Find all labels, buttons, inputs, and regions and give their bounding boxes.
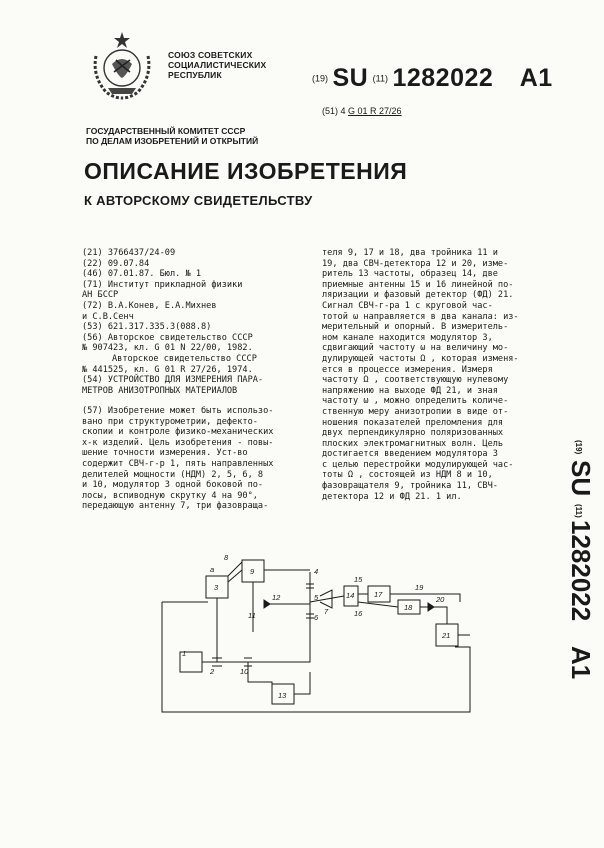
label-4: 4 bbox=[314, 567, 319, 576]
country-line: СОЮЗ СОВЕТСКИХ bbox=[168, 50, 253, 60]
abstract-line: ственную меру анизотропии в виде от- bbox=[322, 406, 509, 417]
biblio-line: (54) УСТРОЙСТВО ДЛЯ ИЗМЕРЕНИЯ ПАРА- bbox=[82, 375, 264, 386]
stamp-code-19: (19) bbox=[574, 440, 583, 455]
patent-number: 1282022 bbox=[392, 64, 494, 92]
label-1: 1 bbox=[182, 649, 187, 658]
abstract-line: теля 9, 17 и 18, два тройника 11 и bbox=[322, 248, 498, 258]
biblio-line: (71) Институт прикладной физики bbox=[82, 279, 243, 290]
ipc-code: (51) 4 bbox=[322, 106, 346, 116]
abstract-line: тоты Ω , состоящей из НДМ 8 и 10, bbox=[322, 470, 493, 481]
abstract-line: ется в процессе измерения. Измеря bbox=[322, 364, 493, 375]
abstract-line: с целью перестройки модулирующей час- bbox=[322, 459, 514, 470]
biblio-line: МЕТРОВ АНИЗОТРОПНЫХ МАТЕРИАЛОВ bbox=[82, 385, 238, 396]
biblio-line: (72) В.А.Конев, Е.А.Михнев bbox=[82, 300, 217, 311]
biblio-line: АН БССР bbox=[82, 290, 119, 301]
biblio-line: (53) 621.317.335.3(088.8) bbox=[82, 322, 212, 333]
label-3: 3 bbox=[214, 583, 219, 592]
abstract-line: тотой ω направляется в два канала: из- bbox=[322, 311, 519, 322]
code-19: (19) bbox=[312, 73, 329, 84]
bibliographic-data bbox=[82, 248, 320, 396]
stamp-kind: A1 bbox=[566, 646, 596, 680]
abstract-line: ном канале находится модулятор 3, bbox=[322, 332, 493, 343]
committee-line: ГОСУДАРСТВЕННЫЙ КОМИТЕТ СССР bbox=[86, 126, 246, 136]
label-15: 15 bbox=[354, 575, 363, 584]
label-16: 16 bbox=[354, 609, 363, 618]
patent-number-line bbox=[312, 64, 553, 93]
country-line: РЕСПУБЛИК bbox=[168, 70, 222, 80]
label-2: 2 bbox=[210, 667, 215, 676]
label-14: 14 bbox=[346, 591, 355, 600]
page-subtitle: К АВТОРСКОМУ СВИДЕТЕЛЬСТВУ bbox=[84, 193, 313, 208]
biblio-line: Авторское свидетельство СССР bbox=[112, 353, 257, 364]
circuit-diagram bbox=[160, 552, 480, 722]
label-6: 6 bbox=[314, 613, 319, 622]
label-18: 18 bbox=[404, 603, 413, 612]
biblio-line: № 441525, кл. G 01 R 27/26, 1974. bbox=[82, 364, 253, 375]
label-10: 10 bbox=[240, 667, 249, 676]
abstract-line: ношения показателей преломления для bbox=[322, 417, 504, 428]
ipc-classification bbox=[322, 106, 402, 116]
committee-name bbox=[86, 126, 258, 146]
biblio-line: (46) 07.01.87. Бюл. № 1 bbox=[82, 269, 201, 280]
abstract-right-column bbox=[322, 248, 552, 502]
committee-line: ПО ДЕЛАМ ИЗОБРЕТЕНИЙ И ОТКРЫТИЙ bbox=[86, 136, 259, 146]
abstract-line: напряжению на выходе ФД 21, и зная bbox=[322, 385, 498, 396]
abstract-line: шение точности измерения. Уст-во bbox=[82, 448, 248, 459]
biblio-line: № 907423, кл. G 01 N 22/00, 1982. bbox=[82, 343, 253, 354]
abstract-line: достигается введением модулятора 3 bbox=[322, 449, 498, 460]
abstract-left-column bbox=[82, 406, 322, 512]
stamp-number: 1282022 bbox=[566, 520, 596, 622]
abstract-line: плоских электромагнитных волн. Цель bbox=[322, 438, 504, 449]
abstract-line: дулирующей частоты Ω , которая изменя- bbox=[322, 353, 519, 364]
abstract-line: приемные антенны 15 и 16 линейной по- bbox=[322, 279, 514, 290]
abstract-line: содержит СВЧ-г-р 1, пять направленных bbox=[82, 458, 274, 469]
biblio-line: (21) 3766437/24-09 bbox=[82, 248, 176, 258]
vertical-patent-stamp bbox=[548, 440, 596, 700]
label-7: 7 bbox=[324, 607, 329, 616]
patent-kind: A1 bbox=[519, 64, 553, 92]
label-11: 11 bbox=[248, 611, 256, 620]
abstract-line: детектора 12 и ФД 21. 1 ил. bbox=[322, 491, 462, 502]
abstract-line: двух перпендикулярно поляризованных bbox=[322, 428, 504, 439]
stamp-country-code: SU bbox=[566, 460, 596, 497]
abstract-line: сдвигающий частоту ω на величину мо- bbox=[322, 343, 509, 354]
abstract-line: лосы, вспиводную скрутку 4 на 90°, bbox=[82, 490, 258, 501]
abstract-line: вано при структурометрии, дефекто- bbox=[82, 416, 258, 427]
label-13: 13 bbox=[278, 691, 287, 700]
code-11: (11) bbox=[372, 73, 388, 84]
abstract-line: и 10, модулятор 3 одной боковой по- bbox=[82, 480, 264, 491]
stamp-code-11: (11) bbox=[574, 504, 583, 518]
biblio-line: и С.В.Сенч bbox=[82, 311, 134, 322]
diagram-labels bbox=[182, 553, 450, 700]
ussr-emblem-icon bbox=[86, 26, 158, 104]
abstract-line: частоту Ω , соответствующую нулевому bbox=[322, 375, 509, 386]
abstract-line: 19, два СВЧ-детектора 12 и 20, изме- bbox=[322, 258, 509, 269]
label-17: 17 bbox=[374, 590, 383, 599]
abstract-line: ляризации и фазовый детектор (ФД) 21. bbox=[322, 290, 514, 301]
abstract-line: мерительный и опорный. В измеритель- bbox=[322, 322, 509, 333]
abstract-line: фазовращателя 9, тройника 11, СВЧ- bbox=[322, 481, 498, 492]
label-a: a bbox=[210, 565, 215, 574]
label-12: 12 bbox=[272, 593, 281, 602]
label-5: 5 bbox=[314, 593, 319, 602]
page-title: ОПИСАНИЕ ИЗОБРЕТЕНИЯ bbox=[84, 158, 408, 184]
abstract-line: х-к изделий. Цель изобретения - повы- bbox=[82, 437, 274, 448]
abstract-line: делителей мощности (НДМ) 2, 5, 6, 8 bbox=[82, 469, 264, 480]
label-9: 9 bbox=[250, 567, 255, 576]
abstract-line: передающую антенну 7, три фазовраща- bbox=[82, 501, 269, 512]
biblio-line: (56) Авторское свидетельство СССР bbox=[82, 332, 253, 343]
label-19: 19 bbox=[415, 583, 424, 592]
abstract-line: частоту ω , можно определить количе- bbox=[322, 396, 509, 407]
ipc-value: G 01 R 27/26 bbox=[348, 106, 402, 116]
label-20: 20 bbox=[436, 595, 445, 604]
country-name bbox=[168, 50, 266, 80]
abstract-line: Сигнал СВЧ-г-ра 1 с круговой час- bbox=[322, 300, 493, 311]
abstract-line: скопии и контроле физико-механических bbox=[82, 427, 274, 438]
country-code: SU bbox=[332, 64, 369, 92]
country-line: СОЦИАЛИСТИЧЕСКИХ bbox=[168, 60, 267, 70]
label-21: 21 bbox=[442, 631, 451, 640]
abstract-line: ритель 13 частоты, образец 14, две bbox=[322, 269, 498, 280]
label-8: 8 bbox=[224, 553, 229, 562]
abstract-line: (57) Изобретение может быть использо- bbox=[82, 406, 274, 416]
biblio-line: (22) 09.07.84 bbox=[82, 258, 150, 269]
